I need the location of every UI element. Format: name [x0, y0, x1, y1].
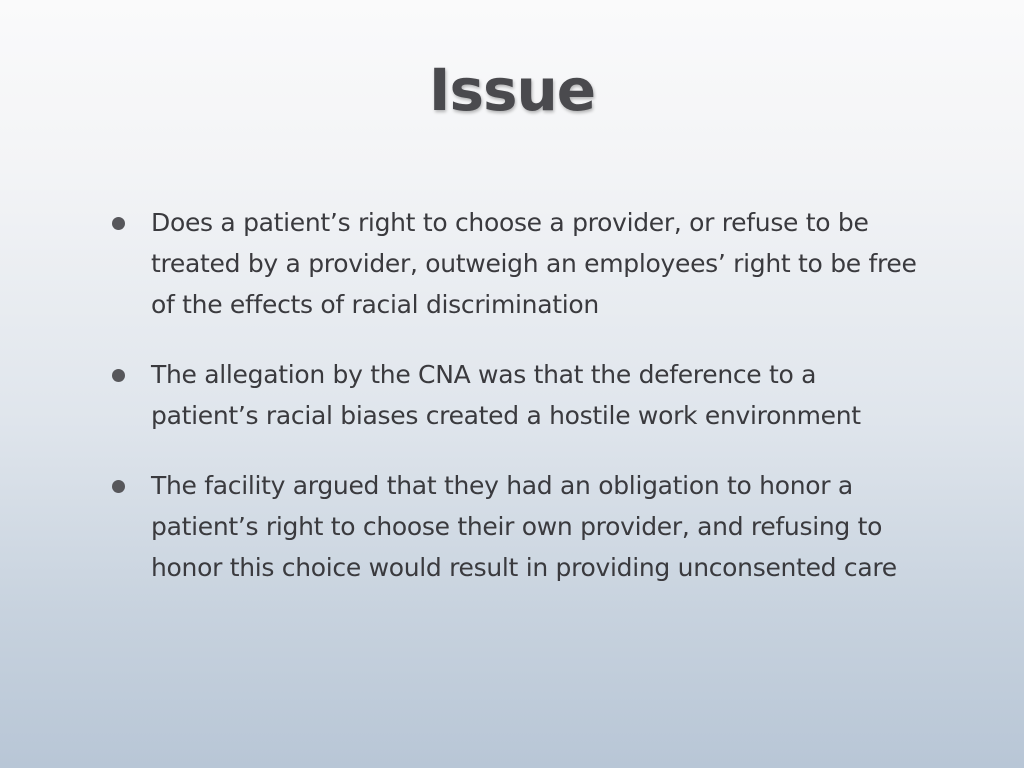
- bullet-icon: [112, 480, 125, 493]
- bullet-text: The allegation by the CNA was that the deference to a patient’s racial biases created a hostile work environment: [151, 360, 861, 430]
- bullet-text: Does a patient’s right to choose a provider, or refuse to be treated by a provider, outweigh an employees’ right to be free of the effects of racial discrimination: [151, 208, 917, 319]
- bullet-item: [110, 465, 920, 588]
- bullet-icon: [112, 369, 125, 382]
- bullet-icon: [112, 217, 125, 230]
- slide-title: Issue: [428, 56, 596, 124]
- bullet-text: The facility argued that they had an obligation to honor a patient’s right to choose their own provider, and refusing to honor this choice would result in providing unconsented care: [151, 471, 897, 582]
- bullet-item: [110, 202, 920, 325]
- bullet-list: [110, 202, 920, 617]
- bullet-item: [110, 354, 920, 436]
